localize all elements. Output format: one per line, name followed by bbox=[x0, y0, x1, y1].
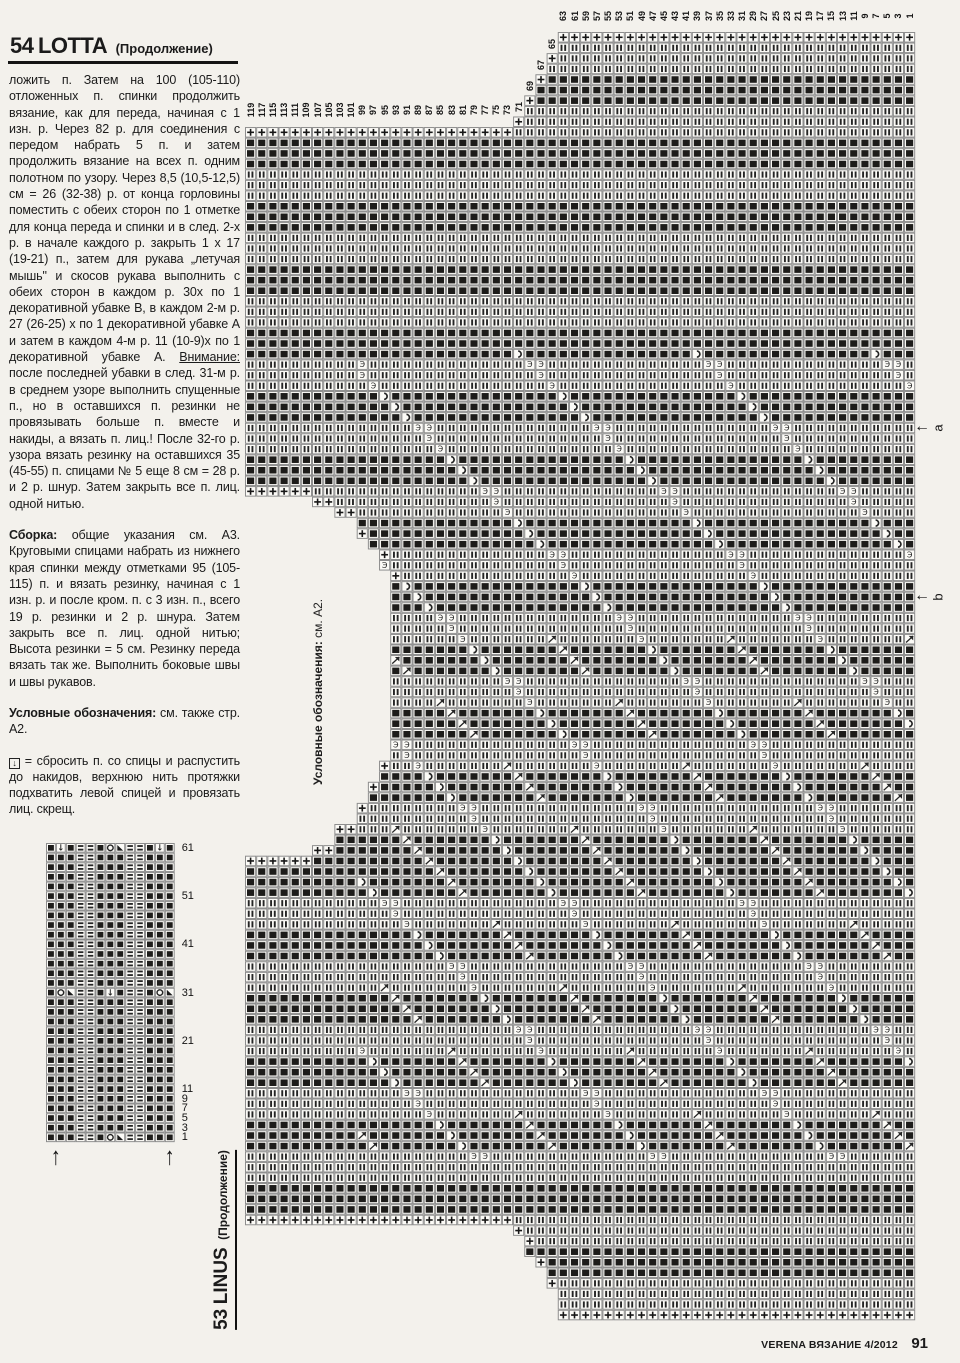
row-label: 9 bbox=[181, 1092, 188, 1105]
body-text: ложить п. Затем на 100 (105-110) отложенных п. спинки продолжить вязание, как для переда, начиная с 1 изн. р. Через 82 р. для соединения с передом набрать 5 п. и затем продолжить вязание на всех п. одним полотном по узору. Через 8,5 (10,5-12,5) см = 26 (32-38) р. от конца горловины поместить с обеих сторон по 1 отметке для конца переда и спинки и в след. 2-х р. в начале каждого р. закрыть 1 х 17 (19-21) п., затем для рукава „летучая мышь" и скосов рукава выполнить с обеих сторон в каждом р. 30х по 1 декоративной убавке В, в каждом 2-м р. 27 (26-25) х по 1 декоративной убавке А и затем в каждом 4-м р. 11 (10-9)х по 1 декоративной убавке А. bbox=[9, 73, 240, 365]
col-label: 57 bbox=[591, 10, 602, 22]
emphasized-text: Сборка: bbox=[9, 528, 58, 543]
row-label: 31 bbox=[181, 986, 194, 999]
col-label: 47 bbox=[647, 10, 658, 22]
col-label: 111 bbox=[290, 102, 301, 118]
row-label: 5 bbox=[181, 1112, 188, 1125]
col-label: 25 bbox=[770, 10, 781, 22]
col-label: 33 bbox=[725, 10, 736, 22]
col-label: 19 bbox=[804, 10, 815, 22]
rib-pattern-chart bbox=[46, 843, 176, 1144]
emphasized-text: Внимание: bbox=[179, 350, 240, 365]
col-label: 3 bbox=[893, 13, 904, 19]
col-label: 39 bbox=[692, 10, 703, 22]
col-label: 87 bbox=[424, 104, 435, 116]
col-label: 11 bbox=[848, 11, 859, 21]
col-label: 17 bbox=[815, 10, 826, 22]
col-label: 89 bbox=[413, 104, 424, 116]
chart-caption bbox=[311, 599, 325, 785]
col-label: 91 bbox=[401, 104, 412, 116]
section-marker-label: a bbox=[930, 424, 946, 432]
instruction-paragraph bbox=[9, 753, 240, 818]
body-text: см. также стр. А2. bbox=[9, 705, 240, 737]
magazine-name: VERENA ВЯЗАНИЕ 4/2012 bbox=[761, 1339, 898, 1351]
col-label: 83 bbox=[446, 104, 457, 116]
body-text: после последней убавки в след. 31-м р. в среднем узоре выполнить спущенные п., но в оставшихся п. резинки не провязывать больше п. вместе и накиды, а вязать п. лиц.! После 32-го р. узора вязать резинку на оставшихся 35 (45-55) п. спицами № 5 еще 8 см = 28 р. и 2 р. шнур. Затем закрыть все п. лиц. одной нитью. bbox=[9, 366, 240, 511]
col-label: 81 bbox=[457, 104, 468, 116]
up-arrow-icon: ↑ bbox=[164, 1143, 175, 1171]
col-label: 79 bbox=[468, 104, 479, 116]
col-label: 117 bbox=[256, 102, 267, 118]
col-label: 99 bbox=[357, 104, 368, 116]
col-label: 5 bbox=[882, 13, 893, 19]
drop-stitch-symbol-icon: ↓ bbox=[9, 758, 20, 769]
col-label: 51 bbox=[625, 10, 636, 22]
col-label: 13 bbox=[837, 10, 848, 22]
col-label: 95 bbox=[379, 104, 390, 116]
page-title bbox=[10, 33, 213, 59]
col-label: 49 bbox=[636, 10, 647, 22]
col-label: 85 bbox=[435, 104, 446, 116]
col-label: 115 bbox=[267, 102, 278, 118]
col-label: 103 bbox=[334, 102, 345, 118]
emphasized-text: Условные обозначения: bbox=[9, 705, 157, 720]
col-label: 77 bbox=[480, 104, 491, 116]
instruction-column bbox=[9, 72, 240, 818]
article-number: 54 bbox=[10, 33, 34, 58]
section-marker-label: b bbox=[930, 593, 946, 601]
col-label: 101 bbox=[346, 102, 357, 118]
title-underline bbox=[8, 61, 238, 64]
col-label: 37 bbox=[703, 10, 714, 22]
chart-caption-rest: см. А2. bbox=[311, 598, 325, 642]
col-label: 31 bbox=[737, 10, 748, 22]
row-label: 1 bbox=[181, 1131, 188, 1144]
article-name: LOTTA bbox=[37, 33, 108, 58]
instruction-paragraph bbox=[9, 527, 240, 690]
side-article-name: LINUS bbox=[211, 1247, 232, 1305]
row-label: 21 bbox=[181, 1034, 194, 1047]
row-label: 7 bbox=[181, 1102, 188, 1115]
col-label: 63 bbox=[558, 10, 569, 22]
col-label: 21 bbox=[792, 10, 803, 22]
col-label: 61 bbox=[569, 10, 580, 22]
body-text: = сбросить п. со спицы и распустить до накидов, верхнюю нить протяжки подхватить левой спицей и провязать лиц. скрещ. bbox=[9, 753, 240, 817]
col-label: 7 bbox=[871, 13, 882, 19]
main-pattern-chart bbox=[245, 32, 917, 1322]
col-label: 67 bbox=[536, 59, 546, 71]
side-article-number: 53 bbox=[211, 1308, 232, 1330]
col-label: 75 bbox=[491, 104, 502, 116]
left-arrow-icon: ← bbox=[914, 418, 930, 435]
col-label: 107 bbox=[312, 102, 323, 118]
up-arrow-icon: ↑ bbox=[50, 1143, 61, 1171]
col-label: 43 bbox=[670, 10, 681, 22]
col-label: 35 bbox=[714, 10, 725, 22]
instruction-paragraph bbox=[9, 72, 240, 512]
left-arrow-icon: ← bbox=[914, 586, 930, 604]
col-label: 23 bbox=[781, 10, 792, 22]
col-label: 119 bbox=[245, 102, 256, 118]
col-label: 45 bbox=[658, 10, 669, 22]
row-label: 41 bbox=[181, 938, 194, 951]
page-footer bbox=[700, 1335, 928, 1353]
row-label: 61 bbox=[181, 841, 194, 854]
col-label: 27 bbox=[759, 10, 770, 22]
row-label: 3 bbox=[181, 1121, 188, 1134]
row-label: 51 bbox=[181, 890, 194, 903]
col-label: 105 bbox=[323, 102, 334, 118]
col-label: 113 bbox=[279, 102, 290, 118]
side-article-suffix: (Продолжение) bbox=[216, 1150, 230, 1240]
body-text: общие указания см. А3. Круговыми спицами набрать из нижнего края спинки между отметками 95 (105-115) п. и вязать резинку, начиная с 1 изн. р. и после кром. п. с 3 изн. п., всего 19 р. резинки и 2 р. шнура. Затем закрыть все п. лиц. одной нитью; Высота резинки = 5 см. Резинку переда вязать так же. Выполнить боковые швы и швы рукавов. bbox=[9, 528, 240, 689]
col-label: 97 bbox=[368, 104, 379, 116]
page-number: 91 bbox=[911, 1335, 928, 1352]
col-label: 59 bbox=[580, 10, 591, 22]
col-label: 71 bbox=[513, 101, 524, 113]
col-label: 29 bbox=[748, 10, 759, 22]
col-label: 55 bbox=[603, 10, 614, 22]
col-label: 73 bbox=[502, 104, 513, 116]
side-article-title bbox=[211, 1150, 237, 1330]
row-label: 11 bbox=[181, 1083, 194, 1096]
col-label: 9 bbox=[859, 13, 870, 19]
instruction-paragraph bbox=[9, 705, 240, 738]
col-label: 69 bbox=[524, 80, 535, 92]
col-label: 15 bbox=[826, 10, 837, 22]
article-suffix: (Продолжение) bbox=[115, 41, 213, 56]
col-label: 65 bbox=[547, 38, 558, 50]
col-label: 109 bbox=[301, 102, 312, 118]
col-label: 93 bbox=[390, 104, 401, 116]
col-label: 53 bbox=[614, 10, 625, 22]
col-label: 1 bbox=[904, 13, 915, 19]
col-label: 41 bbox=[681, 10, 692, 22]
chart-caption-bold: Условные обозначения: bbox=[311, 641, 325, 786]
